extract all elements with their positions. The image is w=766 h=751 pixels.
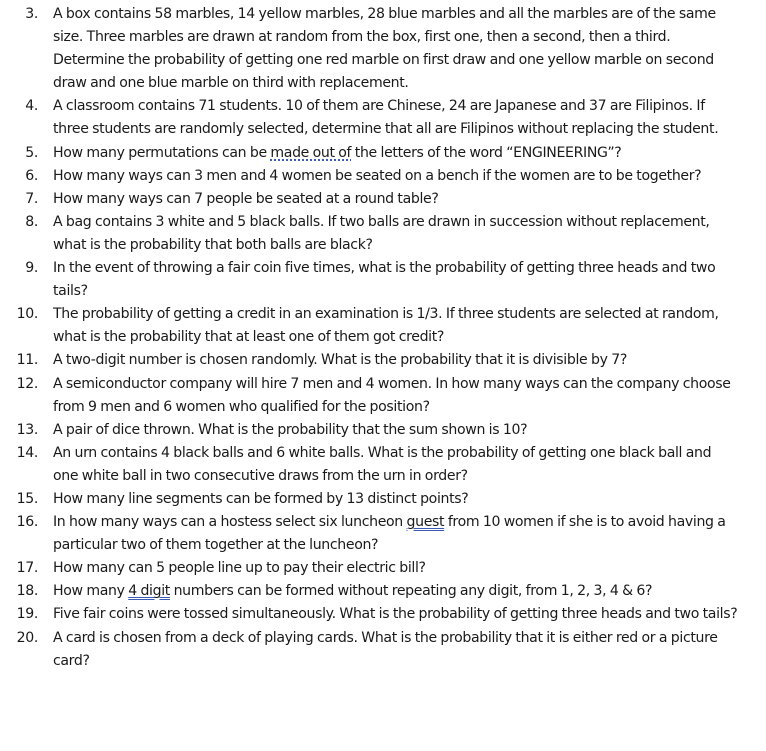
text-segment: A box contains 58 marbles, 14 yellow marbles, 28 blue marbles and all the marbles are of the same size. Three marbles are drawn at random from the box, first one, then a second, then a third. Determine the probability of getting one red marble on first draw and one yellow marble on second draw and one blue marble on third with replacement. — [53, 6, 716, 92]
question-number: 4. — [25, 98, 38, 115]
question-number: 18. — [16, 583, 38, 600]
question-text — [53, 580, 740, 603]
question-number: 5. — [25, 144, 38, 161]
question-number: 6. — [25, 167, 38, 184]
question-item — [0, 95, 766, 141]
text-segment: How many ways can 7 people be seated at a round table? — [53, 190, 439, 207]
text-segment: A pair of dice thrown. What is the probability that the sum shown is 10? — [53, 421, 528, 438]
document-page — [0, 3, 766, 673]
question-text — [53, 488, 740, 511]
question-text — [53, 419, 740, 442]
question-text — [53, 211, 740, 257]
question-text — [53, 188, 740, 211]
grammar-underline: guest — [406, 514, 445, 531]
question-text — [53, 442, 740, 488]
text-segment: How many ways can 3 men and 4 women be seated on a bench if the women are to be together? — [53, 167, 702, 184]
question-item — [0, 165, 766, 188]
text-segment: from 10 women if she is to avoid having a particular two of them together at the luncheon? — [53, 514, 726, 554]
question-item — [0, 303, 766, 349]
text-segment: How many can 5 people line up to pay their electric bill? — [53, 560, 426, 577]
question-text — [53, 557, 740, 580]
question-item — [0, 442, 766, 488]
question-text — [53, 142, 740, 165]
question-item — [0, 603, 766, 626]
question-number: 13. — [16, 421, 38, 438]
question-item — [0, 580, 766, 603]
question-text — [53, 257, 740, 303]
question-item — [0, 349, 766, 372]
question-number: 10. — [16, 306, 38, 323]
question-number: 16. — [16, 514, 38, 531]
text-segment: A classroom contains 71 students. 10 of them are Chinese, 24 are Japanese and 37 are Filipinos. If three students are randomly selected, determine that all are Filipinos without replacing the student. — [53, 98, 719, 138]
question-item — [0, 257, 766, 303]
text-segment: How many line segments can be formed by 13 distinct points? — [53, 490, 469, 507]
text-segment: An urn contains 4 black balls and 6 white balls. What is the probability of getting one black ball and one white ball in two consecutive draws from the urn in order? — [53, 444, 712, 484]
question-number: 15. — [16, 490, 38, 507]
question-text — [53, 165, 740, 188]
question-item — [0, 419, 766, 442]
question-number: 3. — [25, 6, 38, 22]
text-segment: In how many ways can a hostess select six luncheon — [53, 514, 407, 531]
question-text — [53, 627, 740, 673]
question-item — [0, 373, 766, 419]
grammar-underline: made out of — [270, 144, 352, 161]
question-item — [0, 488, 766, 511]
question-number: 8. — [25, 213, 38, 230]
text-segment: A bag contains 3 white and 5 black balls. If two balls are drawn in succession without replacement, what is the probability that both balls are black? — [53, 213, 710, 253]
question-text — [53, 603, 740, 626]
text-segment: How many — [53, 583, 129, 600]
question-number: 7. — [25, 190, 38, 207]
question-item — [0, 511, 766, 557]
text-segment: In the event of throwing a fair coin five times, what is the probability of getting three heads and two tails? — [53, 260, 716, 300]
question-item — [0, 557, 766, 580]
question-text — [53, 373, 740, 419]
question-text — [53, 511, 740, 557]
question-number: 12. — [16, 375, 38, 392]
text-segment: How many permutations can be — [53, 144, 271, 161]
text-segment: the letters of the word “ENGINEERING”? — [351, 144, 622, 161]
question-item — [0, 142, 766, 165]
question-list — [0, 3, 766, 673]
text-segment: numbers can be formed without repeating any digit, from 1, 2, 3, 4 & 6? — [169, 583, 653, 600]
grammar-underline: 4 digit — [128, 583, 170, 600]
text-segment: A semiconductor company will hire 7 men and 4 women. In how many ways can the company choose from 9 men and 6 women who qualified for the position? — [53, 375, 731, 415]
question-text — [53, 303, 740, 349]
question-item — [0, 627, 766, 673]
question-number: 14. — [16, 444, 38, 461]
question-text — [53, 95, 740, 141]
text-segment: A two-digit number is chosen randomly. What is the probability that it is divisible by 7? — [53, 352, 627, 369]
question-item — [0, 3, 766, 95]
question-number: 20. — [16, 629, 38, 646]
question-number: 19. — [16, 606, 38, 623]
question-text — [53, 3, 740, 95]
text-segment: A card is chosen from a deck of playing cards. What is the probability that it is either red or a picture card? — [53, 629, 718, 669]
question-item — [0, 211, 766, 257]
question-text — [53, 349, 740, 372]
text-segment: Five fair coins were tossed simultaneously. What is the probability of getting three heads and two tails? — [53, 606, 738, 623]
text-segment: The probability of getting a credit in an examination is 1/3. If three students are selected at random, what is the probability that at least one of them got credit? — [53, 306, 719, 346]
question-number: 9. — [25, 260, 38, 277]
question-number: 11. — [16, 352, 38, 369]
question-item — [0, 188, 766, 211]
question-number: 17. — [16, 560, 38, 577]
